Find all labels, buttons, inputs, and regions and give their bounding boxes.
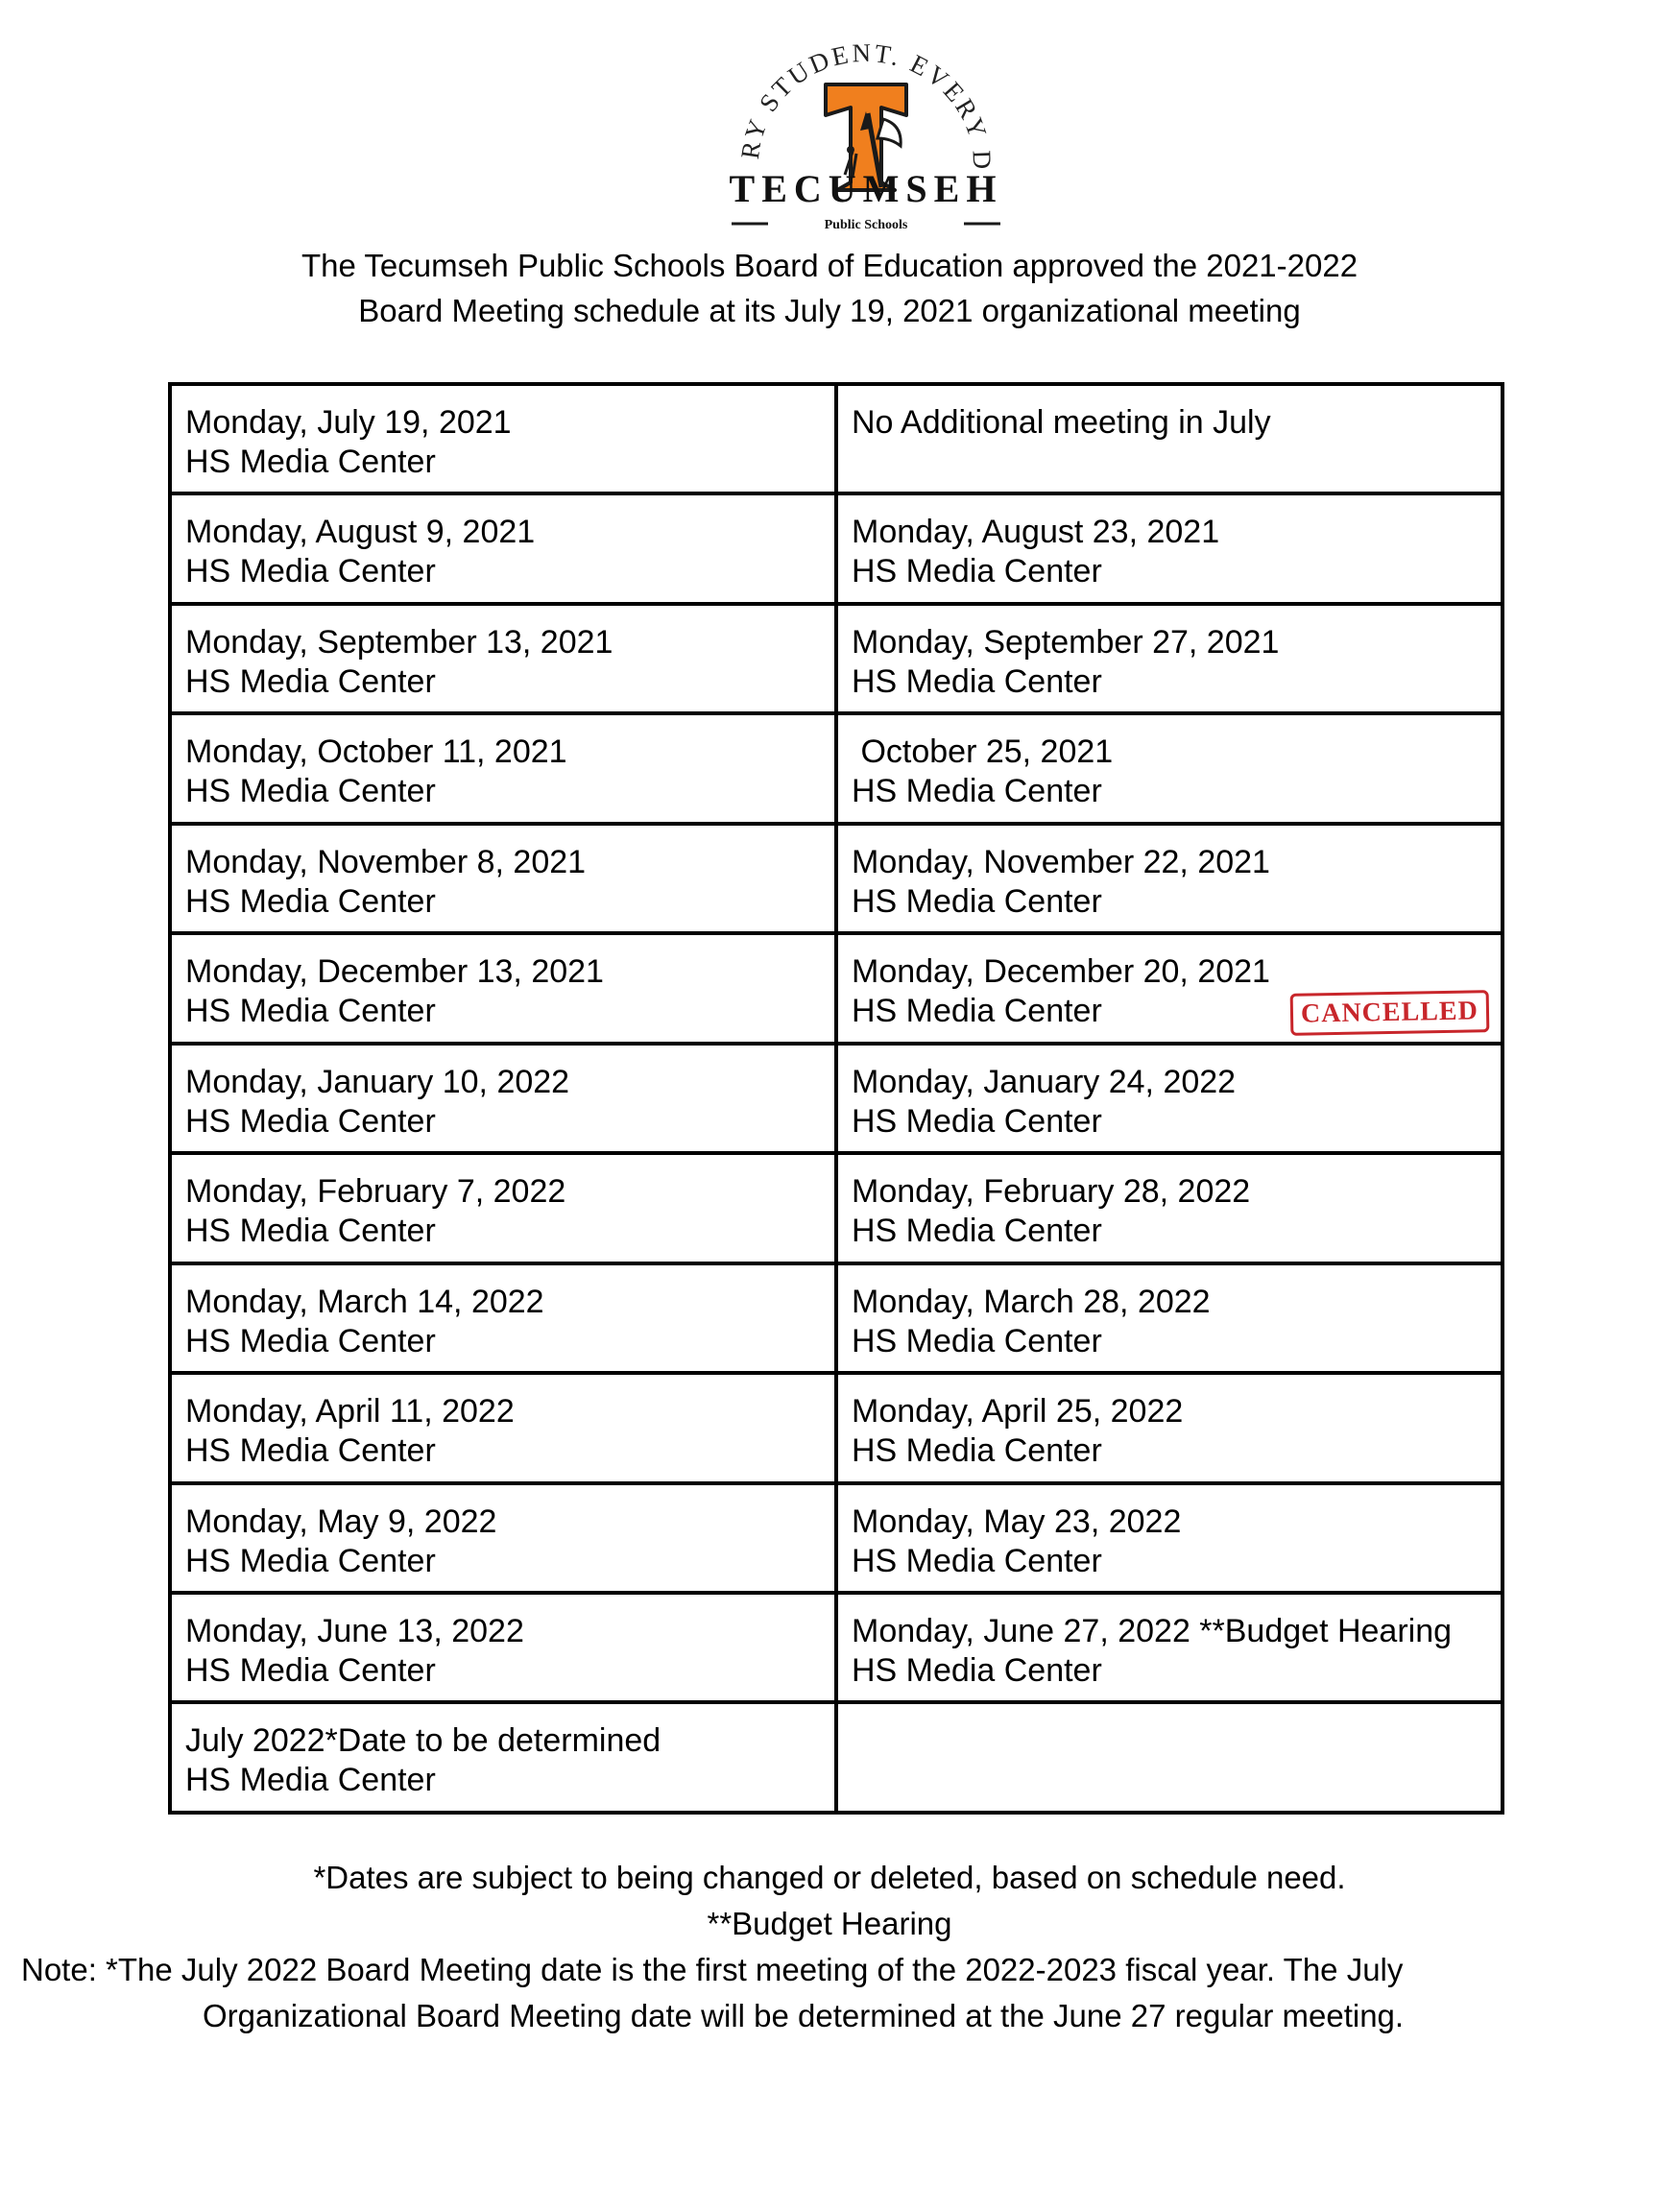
meeting-cell-left	[170, 1044, 836, 1153]
schedule-row	[170, 1373, 1503, 1482]
footnote-dates: *Dates are subject to being changed or deleted, based on schedule need.	[313, 1860, 1346, 1895]
meeting-date: Monday, December 13, 2021	[185, 953, 604, 991]
logo-subtitle: Public Schools	[824, 218, 908, 232]
meeting-location: HS Media Center	[852, 1322, 1102, 1359]
meeting-location: HS Media Center	[185, 553, 436, 590]
meeting-cell-right	[836, 713, 1503, 823]
footnotes	[0, 1855, 1659, 2039]
meeting-location: HS Media Center	[185, 882, 436, 920]
meeting-date: Monday, September 13, 2021	[185, 623, 613, 661]
schedule-row	[170, 1702, 1503, 1813]
meeting-cell-right	[836, 1702, 1503, 1813]
intro-line: The Tecumseh Public Schools Board of Education approved the 2021-2022	[301, 248, 1358, 283]
meeting-cell-left	[170, 1373, 836, 1482]
meeting-location: HS Media Center	[185, 444, 436, 480]
footnote-budget-hearing: **Budget Hearing	[707, 1906, 952, 1941]
meeting-cell-left	[170, 1702, 836, 1813]
meeting-location: HS Media Center	[852, 1542, 1102, 1579]
meeting-location: HS Media Center	[852, 553, 1102, 590]
meeting-date: October 25, 2021	[852, 733, 1114, 771]
meeting-date: Monday, August 23, 2021	[852, 514, 1220, 551]
meeting-cell-right	[836, 384, 1503, 493]
meeting-date: Monday, February 7, 2022	[185, 1173, 566, 1211]
meeting-cell-right	[836, 604, 1503, 713]
meeting-cell-right	[836, 1044, 1503, 1153]
schedule-row	[170, 1263, 1503, 1373]
meeting-date: Monday, December 20, 2021	[852, 953, 1270, 991]
logo-graphic	[712, 38, 1020, 240]
meeting-cell-right	[836, 1373, 1503, 1482]
meeting-cell-right	[836, 1593, 1503, 1702]
meeting-cell-left	[170, 1483, 836, 1593]
meeting-cell-right	[836, 1483, 1503, 1593]
meeting-cell-left	[170, 1263, 836, 1373]
meeting-date: Monday, March 28, 2022	[852, 1283, 1211, 1320]
meeting-cell-left	[170, 713, 836, 823]
meeting-date: Monday, January 10, 2022	[185, 1063, 570, 1100]
meeting-cell-right	[836, 933, 1503, 1043]
meeting-date: Monday, June 27, 2022 **Budget Hearing	[852, 1612, 1453, 1649]
meeting-cell-right	[836, 824, 1503, 933]
schedule-row	[170, 824, 1503, 933]
meeting-cell-left	[170, 384, 836, 493]
meeting-location: HS Media Center	[852, 1213, 1102, 1250]
meeting-cell-right	[836, 493, 1503, 603]
meeting-date: Monday, March 14, 2022	[185, 1283, 544, 1320]
meeting-cell-left	[170, 604, 836, 713]
meeting-location: HS Media Center	[185, 1322, 436, 1359]
meeting-location: HS Media Center	[185, 1762, 436, 1799]
meeting-cell-left	[170, 1153, 836, 1262]
meeting-date: Monday, November 22, 2021	[852, 843, 1270, 880]
meeting-cell-left	[170, 1593, 836, 1702]
meeting-cell-right	[836, 1153, 1503, 1262]
schedule-row	[170, 713, 1503, 823]
schedule-row	[170, 933, 1503, 1043]
schedule-row	[170, 1153, 1503, 1262]
meeting-schedule-table	[168, 382, 1504, 1815]
meeting-cell-left	[170, 824, 836, 933]
meeting-location: HS Media Center	[185, 1542, 436, 1579]
logo-district-name: TECUMSEH	[729, 167, 1003, 210]
meeting-cell-left	[170, 933, 836, 1043]
meeting-location: HS Media Center	[185, 773, 436, 810]
meeting-location: HS Media Center	[185, 662, 436, 700]
schedule-row	[170, 1483, 1503, 1593]
meeting-date: Monday, January 24, 2022	[852, 1063, 1237, 1100]
meeting-cell-right	[836, 1263, 1503, 1373]
meeting-location: HS Media Center	[185, 993, 436, 1030]
meeting-date: Monday, November 8, 2021	[185, 843, 587, 880]
schedule-row	[170, 1593, 1503, 1702]
schedule-body	[170, 384, 1503, 1813]
meeting-date: Monday, May 23, 2022	[852, 1503, 1182, 1540]
schedule-row	[170, 604, 1503, 713]
meeting-date: Monday, September 27, 2021	[852, 623, 1280, 661]
cancelled-stamp: CANCELLED	[1290, 990, 1490, 1036]
meeting-location: HS Media Center	[185, 1432, 436, 1470]
meeting-location: HS Media Center	[185, 1102, 436, 1140]
note-line: Note: *The July 2022 Board Meeting date is the first meeting of the 2022-2023 fiscal year. The July	[21, 1952, 1404, 1987]
meeting-location: HS Media Center	[852, 1102, 1102, 1140]
meeting-date: Monday, July 19, 2021	[185, 404, 512, 441]
meeting-date: Monday, May 9, 2022	[185, 1503, 497, 1540]
intro-text	[0, 243, 1659, 333]
schedule-row	[170, 384, 1503, 493]
meeting-cell-left	[170, 493, 836, 603]
meeting-location: HS Media Center	[852, 662, 1102, 700]
intro-line: Board Meeting schedule at its July 19, 2021 organizational meeting	[358, 293, 1301, 328]
meeting-location: HS Media Center	[852, 1432, 1102, 1470]
meeting-location: HS Media Center	[852, 993, 1102, 1030]
logo-motto: RY STUDENT. EVERY D	[734, 38, 998, 173]
meeting-location: HS Media Center	[852, 773, 1102, 810]
meeting-date: Monday, April 25, 2022	[852, 1393, 1184, 1431]
meeting-location: HS Media Center	[852, 1651, 1102, 1689]
schedule-row	[170, 493, 1503, 603]
schedule-row	[170, 1044, 1503, 1153]
meeting-date: Monday, February 28, 2022	[852, 1173, 1251, 1211]
meeting-date: Monday, April 11, 2022	[185, 1393, 515, 1431]
meeting-date: Monday, June 13, 2022	[185, 1612, 524, 1649]
meeting-date: Monday, October 11, 2021	[185, 733, 567, 771]
meeting-location: HS Media Center	[185, 1213, 436, 1250]
meeting-date: July 2022*Date to be determined	[185, 1722, 661, 1760]
meeting-date: No Additional meeting in July	[852, 404, 1271, 441]
meeting-date: Monday, August 9, 2021	[185, 514, 536, 551]
meeting-location: HS Media Center	[852, 882, 1102, 920]
meeting-location: HS Media Center	[185, 1651, 436, 1689]
district-logo	[712, 38, 1020, 240]
note-line: Organizational Board Meeting date will be determined at the June 27 regular meeting.	[203, 1998, 1405, 2033]
